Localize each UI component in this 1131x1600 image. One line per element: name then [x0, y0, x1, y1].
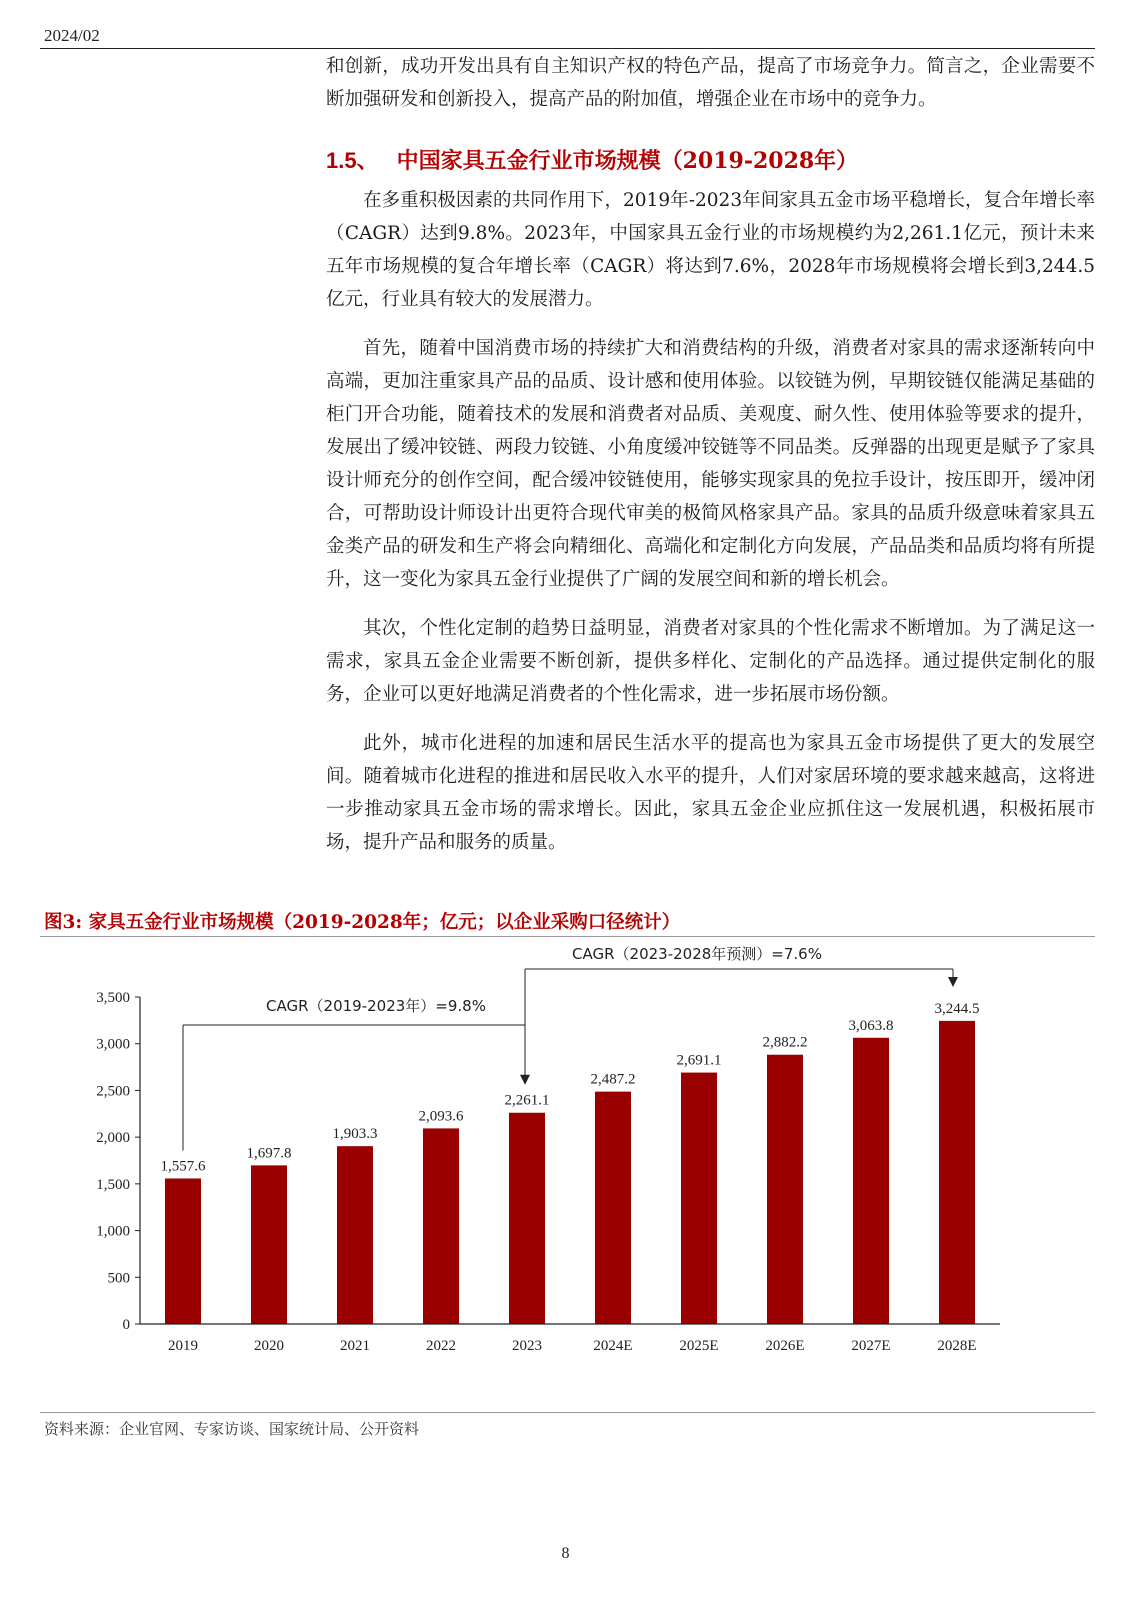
main-text [326, 184, 1095, 859]
bar-2025E [681, 1073, 717, 1324]
value-label: 2,261.1 [504, 1092, 550, 1109]
value-label: 2,487.2 [590, 1071, 636, 1088]
value-label: 3,244.5 [934, 1000, 980, 1017]
bar-2021 [337, 1146, 373, 1324]
arrow-head [520, 1075, 530, 1085]
x-tick-label: 2026E [765, 1338, 805, 1354]
value-label: 2,093.6 [418, 1108, 464, 1125]
y-tick-label: 2,500 [96, 1083, 130, 1100]
y-tick-label: 1,500 [96, 1176, 130, 1193]
bar-2022 [423, 1128, 459, 1324]
arrow-head [948, 977, 958, 987]
x-tick-label: 2020 [254, 1338, 284, 1354]
y-tick-label: 3,000 [96, 1036, 130, 1053]
y-tick-label: 3,500 [96, 990, 130, 1006]
paragraph-4: 此外，城市化进程的加速和居民生活水平的提高也为家具五金市场提供了更大的发展空间。随着城市化进程的推进和居民收入水平的提升，人们对家居环境的要求越来越高，这将进一步推动家具五金市场的需求增长。因此，家具五金企业应抓住这一发展机遇，积极拓展市场，提升产品和服务的质量。 [326, 733, 1095, 853]
figure-rule-top [40, 936, 1095, 937]
bar-chart [40, 945, 1095, 1405]
x-tick-label: 2025E [679, 1338, 719, 1354]
page-number: 8 [561, 1545, 570, 1562]
figure-source: 资料来源：企业官网、专家访谈、国家统计局、公开资料 [44, 1420, 420, 1438]
paragraph-3: 其次，个性化定制的趋势日益明显，消费者对家具的个性化需求不断增加。为了满足这一需求，家具五金企业需要不断创新，提供多样化、定制化的产品选择。通过提供定制化的服务，企业可以更好地满足消费者的个性化需求，进一步拓展市场份额。 [326, 618, 1095, 705]
paragraph-1: 在多重积极因素的共同作用下，2019年-2023年间家具五金市场平稳增长，复合年增长率（CAGR）达到9.8%。2023年，中国家具五金行业的市场规模约为2,261.1亿元，预计未来五年市场规模的复合年增长率（CAGR）将达到7.6%，2028年市场规模将会增长到3,244.5亿元，行业具有较大的发展潜力。 [326, 190, 1095, 310]
section-number: 1.5、 [326, 148, 379, 173]
y-axis [96, 990, 140, 1333]
figure-title: 图3: 家具五金行业市场规模（2019-2028年；亿元；以企业采购口径统计） [44, 912, 681, 933]
section-heading [326, 144, 858, 175]
bar-2023 [509, 1113, 545, 1324]
value-label: 2,882.2 [762, 1034, 808, 1051]
x-tick-label: 2027E [851, 1338, 891, 1354]
bars [165, 1021, 975, 1324]
paragraph-2: 首先，随着中国消费市场的持续扩大和消费结构的升级，消费者对家具的需求逐渐转向中高端，更加注重家具产品的品质、设计感和使用体验。以铰链为例，早期铰链仅能满足基础的柜门开合功能，随着技术的发展和消费者对品质、美观度、耐久性、使用体验等要求的提升，发展出了缓冲铰链、两段力铰链、小角度缓冲铰链等不同品类。反弹器的出现更是赋予了家具设计师充分的创作空间，配合缓冲铰链使用，能够实现家具的免拉手设计，按压即开，缓冲闭合，可帮助设计师设计出更符合现代审美的极简风格家具产品。家具的品质升级意味着家具五金类产品的研发和生产将会向精细化、高端化和定制化方向发展，产品品类和品质均将有所提升，这一变化为家具五金行业提供了广阔的发展空间和新的增长机会。 [326, 338, 1095, 590]
figure-rule-bottom [40, 1412, 1095, 1413]
value-label: 1,557.6 [160, 1158, 206, 1175]
x-tick-label: 2021 [340, 1338, 370, 1354]
cagr-2-label: CAGR（2023-2028年预测）=7.6% [572, 945, 822, 963]
header-date: 2024/02 [44, 26, 100, 45]
header-rule [40, 48, 1095, 49]
y-tick-label: 500 [107, 1270, 130, 1287]
y-tick-label: 1,000 [96, 1223, 130, 1240]
intro-paragraph-block [326, 50, 1095, 116]
value-label: 3,063.8 [848, 1017, 894, 1034]
cagr-annotations [183, 945, 958, 1150]
bar-2026E [767, 1055, 803, 1324]
value-label: 2,691.1 [676, 1052, 722, 1069]
bar-2027E [853, 1038, 889, 1324]
cagr-1-label: CAGR（2019-2023年）=9.8% [266, 997, 486, 1015]
x-tick-label: 2023 [512, 1338, 542, 1354]
bar-2024E [595, 1092, 631, 1324]
intro-paragraph: 和创新，成功开发出具有自主知识产权的特色产品，提高了市场竞争力。简言之，企业需要不断加强研发和创新投入，提高产品的附加值，增强企业在市场中的竞争力。 [326, 56, 1095, 110]
y-tick-label: 2,000 [96, 1130, 130, 1147]
bar-2019 [165, 1178, 201, 1324]
x-tick-label: 2024E [593, 1338, 633, 1354]
bar-2028E [939, 1021, 975, 1324]
bar-2020 [251, 1165, 287, 1324]
x-tick-label: 2028E [937, 1338, 977, 1354]
value-label: 1,903.3 [332, 1126, 378, 1143]
value-label: 1,697.8 [246, 1145, 292, 1162]
y-tick-label: 0 [122, 1317, 130, 1333]
section-title: 中国家具五金行业市场规模（2019-2028年） [396, 148, 859, 174]
x-axis [140, 1324, 1000, 1354]
x-tick-label: 2019 [168, 1338, 198, 1354]
x-tick-label: 2022 [426, 1338, 456, 1354]
